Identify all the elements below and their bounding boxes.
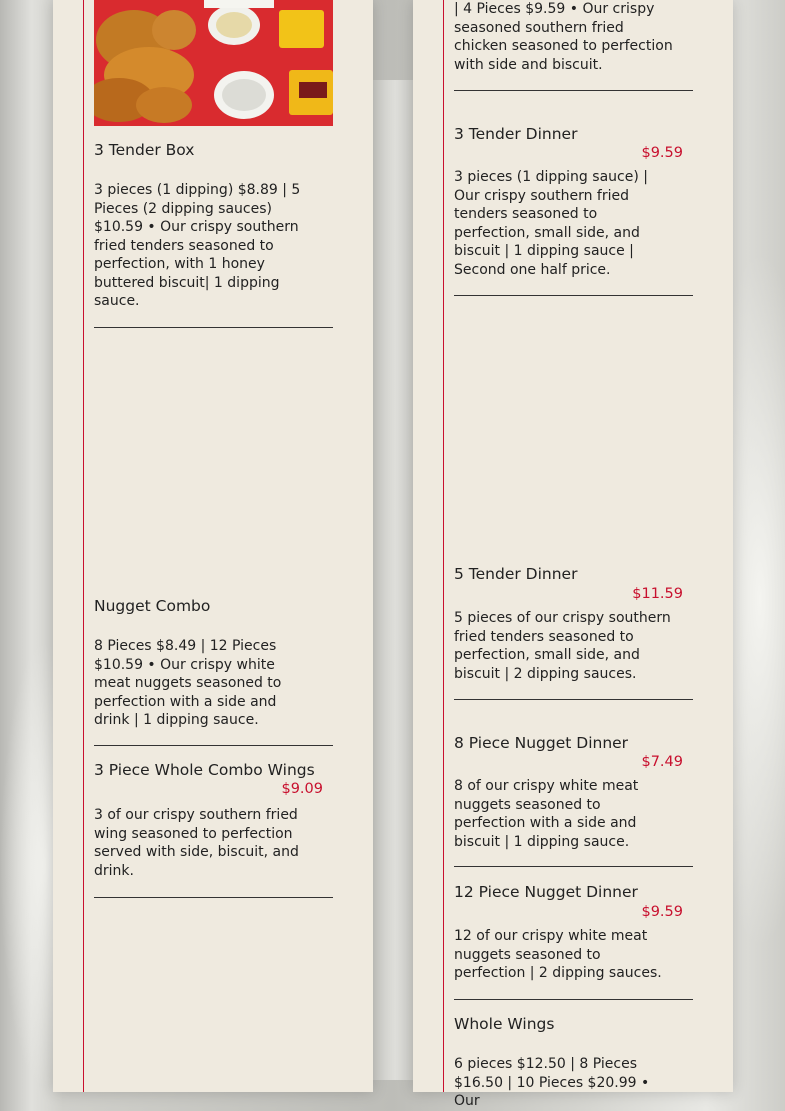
item-description: 6 pieces $12.50 | 8 Pieces $16.50 | 10 Pieces $20.99 • Our <box>454 1056 650 1109</box>
item-description: 3 pieces (1 dipping) $8.89 | 5 Pieces (2 dipping sauces) $10.59 • Our crispy southern fried tenders seasoned to perfection, with 1 honey buttered biscuit| 1 dipping sauce. <box>94 182 301 309</box>
item-price: $11.59 <box>632 586 683 602</box>
menu-item[interactable] <box>454 124 693 296</box>
item-title: 3 Tender Dinner <box>454 125 578 143</box>
menu-item[interactable] <box>454 564 693 700</box>
item-description: 8 of our crispy white meat nuggets seasoned to perfection with a side and biscuit | 1 dipping sauce. <box>454 778 639 850</box>
item-divider <box>454 866 693 867</box>
item-divider <box>454 699 693 700</box>
item-description: 8 Pieces $8.49 | 12 Pieces $10.59 • Our crispy white meat nuggets seasoned to perfection with a side and drink | 1 dipping sauce. <box>94 638 282 728</box>
item-description: 5 pieces of our crispy southern fried tenders seasoned to perfection, small side, and biscuit | 2 dipping sauces. <box>454 610 671 682</box>
item-title: 3 Piece Whole Combo Wings <box>94 761 315 779</box>
item-price: $7.49 <box>641 754 683 770</box>
menu-panel-left <box>53 0 373 1092</box>
panel-rule <box>443 0 444 1092</box>
item-price: $9.59 <box>641 904 683 920</box>
menu-item[interactable] <box>454 1014 693 1111</box>
menu-item[interactable] <box>94 596 333 746</box>
item-description: | 4 Pieces $9.59 • Our crispy seasoned southern fried chicken seasoned to perfection with side and biscuit. <box>454 1 673 73</box>
item-title: 5 Tender Dinner <box>454 565 578 583</box>
item-divider <box>454 295 693 296</box>
menu-panel-right <box>413 0 733 1109</box>
item-title: 3 Tender Box <box>94 141 195 159</box>
item-title: 8 Piece Nugget Dinner <box>454 734 629 752</box>
menu-item[interactable] <box>94 760 333 898</box>
menu-item[interactable] <box>94 140 333 328</box>
item-title: Nugget Combo <box>94 597 211 615</box>
item-price: $9.09 <box>281 781 323 797</box>
item-divider <box>94 897 333 898</box>
item-divider <box>454 90 693 91</box>
item-divider <box>94 327 333 328</box>
panel-rule <box>83 0 84 1092</box>
item-title: Whole Wings <box>454 1015 555 1033</box>
menu-item[interactable] <box>454 882 693 1000</box>
menu-item[interactable] <box>454 0 693 91</box>
item-description: 3 pieces (1 dipping sauce) | Our crispy southern fried tenders seasoned to perfection, small side, and biscuit | 1 dipping sauce | Second one half price. <box>454 169 648 278</box>
tender-box-photo[interactable] <box>94 0 333 126</box>
item-price: $9.59 <box>641 145 683 161</box>
food-image <box>94 0 333 126</box>
item-divider <box>94 745 333 746</box>
menu-item[interactable] <box>454 733 693 867</box>
item-title: 12 Piece Nugget Dinner <box>454 883 638 901</box>
item-description: 12 of our crispy white meat nuggets seasoned to perfection | 2 dipping sauces. <box>454 928 662 981</box>
item-description: 3 of our crispy southern fried wing seasoned to perfection served with side, biscuit, and drink. <box>94 807 299 879</box>
item-divider <box>454 999 693 1000</box>
